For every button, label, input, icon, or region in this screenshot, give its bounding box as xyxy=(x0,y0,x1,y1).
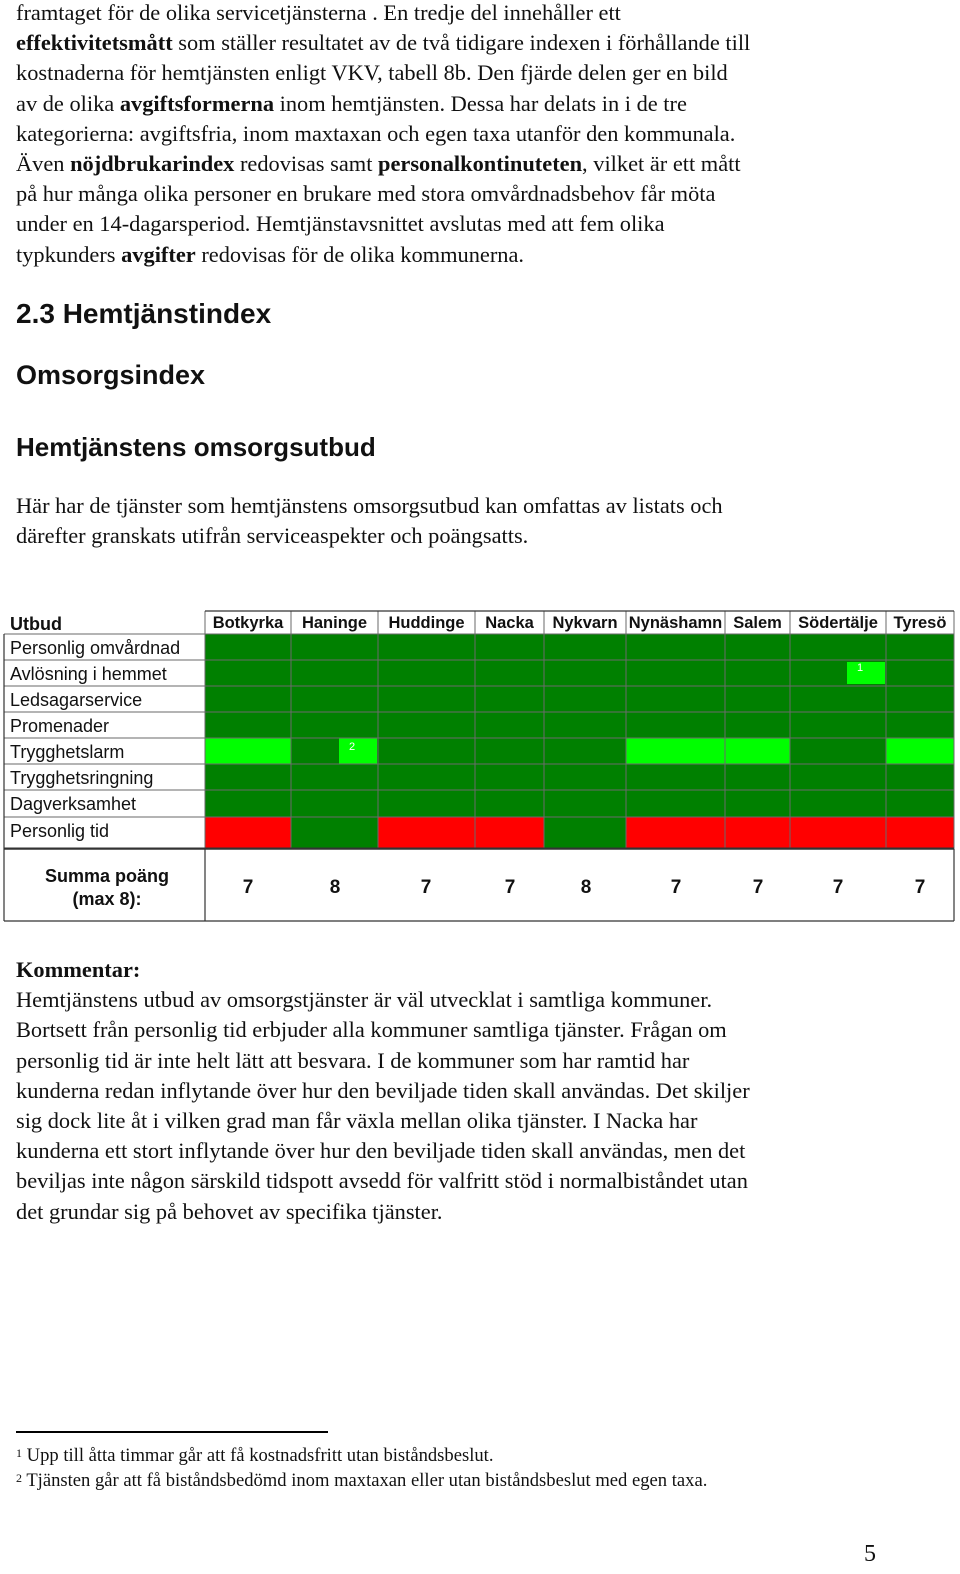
matrix-cell xyxy=(291,686,378,712)
matrix-cell xyxy=(475,790,544,817)
matrix-cell xyxy=(544,817,626,849)
matrix-cell xyxy=(378,790,475,817)
matrix-cell xyxy=(626,790,725,817)
matrix-cell xyxy=(378,738,475,764)
matrix-cell xyxy=(886,764,954,790)
municipality-header: Nykvarn xyxy=(552,614,618,632)
sum-value: 7 xyxy=(504,877,516,898)
matrix-cell xyxy=(544,738,626,764)
section-heading: 2.3 Hemtjänstindex xyxy=(16,298,272,329)
service-label: Personlig tid xyxy=(10,821,110,841)
intro-line: kostnaderna för hemtjänsten enligt VKV, tabell 8b. Den fjärde delen ger en bild xyxy=(16,60,728,86)
matrix-cell xyxy=(886,712,954,738)
matrix-cell xyxy=(475,686,544,712)
matrix-cell xyxy=(544,686,626,712)
comment-line: personlig tid är inte helt lätt att besvara. I de kommuner som har ramtid har xyxy=(16,1047,690,1073)
matrix-cell xyxy=(626,712,725,738)
matrix-cell xyxy=(205,817,291,849)
matrix-cell xyxy=(626,660,725,686)
matrix-cell xyxy=(205,660,291,686)
sum-value: 7 xyxy=(752,877,764,898)
matrix-cell xyxy=(378,817,475,849)
intro-line: typkunders avgifter redovisas för de olika kommunerna. xyxy=(16,241,525,267)
matrix-cell xyxy=(205,790,291,817)
service-label: Promenader xyxy=(10,716,110,736)
matrix-cell xyxy=(378,686,475,712)
matrix-cell xyxy=(725,686,790,712)
matrix-cell xyxy=(886,660,954,686)
sum-value: 7 xyxy=(242,877,254,898)
sum-value: 7 xyxy=(420,877,432,898)
matrix-cell xyxy=(626,686,725,712)
matrix-cell xyxy=(790,790,886,817)
intro-line: framtaget för de olika servicetjänsterna . En tredje del innehåller ett xyxy=(16,0,621,25)
intro-line: på hur många olika personer en brukare med stora omvårdnadsbehov får möta xyxy=(16,181,716,207)
comment-line: sig dock lite åt i vilken grad man får växla mellan olika tjänster. I Nacka har xyxy=(16,1108,698,1134)
matrix-cell xyxy=(725,790,790,817)
matrix-cell-highlight xyxy=(847,662,885,684)
footnote-mark-1: 1 xyxy=(857,662,864,674)
municipality-header: Nacka xyxy=(485,614,534,632)
matrix-cell xyxy=(291,712,378,738)
comment-line: det grundar sig på behovet av specifika tjänster. xyxy=(16,1198,443,1224)
service-label: Avlösning i hemmet xyxy=(10,664,167,684)
matrix-cell xyxy=(291,660,378,686)
matrix-cell xyxy=(475,634,544,660)
intro-line: av de olika avgiftsformerna inom hemtjänsten. Dessa har delats in i de tre xyxy=(16,90,687,116)
matrix-cell xyxy=(886,738,954,764)
service-label: Dagverksamhet xyxy=(10,794,137,814)
matrix-cell xyxy=(725,660,790,686)
comment-line: beviljas inte någon särskild tidspott avsedd för valfritt stöd i normalbiståndet utan xyxy=(16,1168,748,1194)
comment-section xyxy=(16,955,936,1227)
intro-line: effektivitetsmått som ställer resultatet av de två tidigare indexen i förhållande till xyxy=(16,30,751,56)
intro-line: Även nöjdbrukarindex redovisas samt personalkontinuteten, vilket är ett mått xyxy=(16,151,741,177)
matrix-cell xyxy=(790,712,886,738)
matrix-cell xyxy=(626,634,725,660)
sum-value: 8 xyxy=(580,877,592,898)
matrix-cell xyxy=(790,764,886,790)
matrix-cell xyxy=(205,738,291,764)
matrix-cell xyxy=(725,817,790,849)
matrix-cell xyxy=(790,686,886,712)
matrix-cell-highlight xyxy=(339,738,377,764)
municipality-header: Tyresö xyxy=(893,614,947,632)
matrix-cell xyxy=(544,764,626,790)
matrix-cell xyxy=(626,764,725,790)
matrix-cell xyxy=(291,790,378,817)
subheading-omsorgsindex: Omsorgsindex xyxy=(16,360,206,390)
matrix-cell xyxy=(205,634,291,660)
matrix-cell xyxy=(886,634,954,660)
service-label: Personlig omvårdnad xyxy=(10,638,181,658)
footnote-item: $^1$ Upp till åtta timmar går att få kostnadsfritt utan biståndsbeslut. xyxy=(16,1445,494,1466)
matrix-cell xyxy=(626,817,725,849)
matrix-cell xyxy=(725,764,790,790)
municipality-header: Huddinge xyxy=(388,614,465,632)
municipality-header: Nynäshamn xyxy=(628,614,723,632)
description-line: därefter granskats utifrån serviceaspekter och poängsatts. xyxy=(16,523,529,549)
page-number: 5 xyxy=(864,1541,876,1567)
footnote-separator xyxy=(16,1431,328,1433)
table-corner-label: Utbud xyxy=(10,614,62,634)
matrix-cell xyxy=(790,738,886,764)
matrix-cell xyxy=(291,634,378,660)
matrix-cell xyxy=(544,660,626,686)
matrix-cell xyxy=(544,790,626,817)
matrix-cell xyxy=(544,634,626,660)
description-line: Här har de tjänster som hemtjänstens omsorgsutbud kan omfattas av listats och xyxy=(16,493,723,518)
subheading-omsorgsutbud: Hemtjänstens omsorgsutbud xyxy=(16,432,376,462)
matrix-cell xyxy=(790,817,886,849)
matrix-cell xyxy=(626,738,725,764)
matrix-cell xyxy=(725,634,790,660)
service-label: Trygghetsringning xyxy=(10,768,154,788)
sum-label: Summa poäng xyxy=(44,866,170,886)
service-label: Ledsagarservice xyxy=(10,690,143,710)
sum-value: 7 xyxy=(914,877,926,898)
matrix-cell xyxy=(378,764,475,790)
matrix-cell xyxy=(291,764,378,790)
comment-line: Bortsett från personlig tid erbjuder alla kommuner samtliga tjänster. Frågan om xyxy=(16,1017,727,1043)
service-label: Trygghetslarm xyxy=(10,742,125,762)
comment-title: Kommentar: xyxy=(16,957,141,982)
matrix-cell xyxy=(886,790,954,817)
municipality-header: Salem xyxy=(733,614,782,632)
comment-line: kunderna redan inflytande över hur den beviljade tiden skall användas. Det skiljer xyxy=(16,1077,750,1103)
comment-line: kunderna ett stort inflytande över hur den beviljade tiden skall användas, men det xyxy=(16,1138,746,1164)
matrix-cell xyxy=(886,686,954,712)
matrix-cell xyxy=(475,660,544,686)
matrix-cell xyxy=(378,712,475,738)
matrix-cell xyxy=(205,764,291,790)
matrix-cell xyxy=(725,712,790,738)
matrix-cell xyxy=(378,660,475,686)
sum-value: 7 xyxy=(832,877,844,898)
footnote-item: $^2$ Tjänsten går att få biståndsbedömd inom maxtaxan eller utan biståndsbeslut med egen taxa. xyxy=(16,1470,708,1491)
matrix-cell xyxy=(291,817,378,849)
intro-line: under en 14-dagarsperiod. Hemtjänstavsnittet avslutas med att fem olika xyxy=(16,211,665,237)
sum-value: 7 xyxy=(670,877,682,898)
municipality-header: Botkyrka xyxy=(212,614,284,632)
matrix-cell xyxy=(475,738,544,764)
matrix-cell xyxy=(378,634,475,660)
footnote-mark-2: 2 xyxy=(349,741,356,753)
municipality-header: Södertälje xyxy=(798,614,878,632)
matrix-cell xyxy=(205,686,291,712)
matrix-cell xyxy=(544,712,626,738)
sum-label: (max 8): xyxy=(72,889,142,909)
matrix-cell xyxy=(790,634,886,660)
matrix-cell xyxy=(205,712,291,738)
comment-line: Hemtjänstens utbud av omsorgstjänster är väl utvecklat i samtliga kommuner. xyxy=(16,987,713,1013)
matrix-cell xyxy=(475,712,544,738)
municipality-header: Haninge xyxy=(301,614,368,632)
matrix-cell xyxy=(725,738,790,764)
footnotes xyxy=(16,1443,707,1493)
matrix-cell xyxy=(475,817,544,849)
matrix-cell xyxy=(886,817,954,849)
sum-value: 8 xyxy=(329,877,341,898)
matrix-cell xyxy=(475,764,544,790)
intro-line: kategorierna: avgiftsfria, inom maxtaxan och egen taxa utanför den kommunala. xyxy=(16,120,736,146)
